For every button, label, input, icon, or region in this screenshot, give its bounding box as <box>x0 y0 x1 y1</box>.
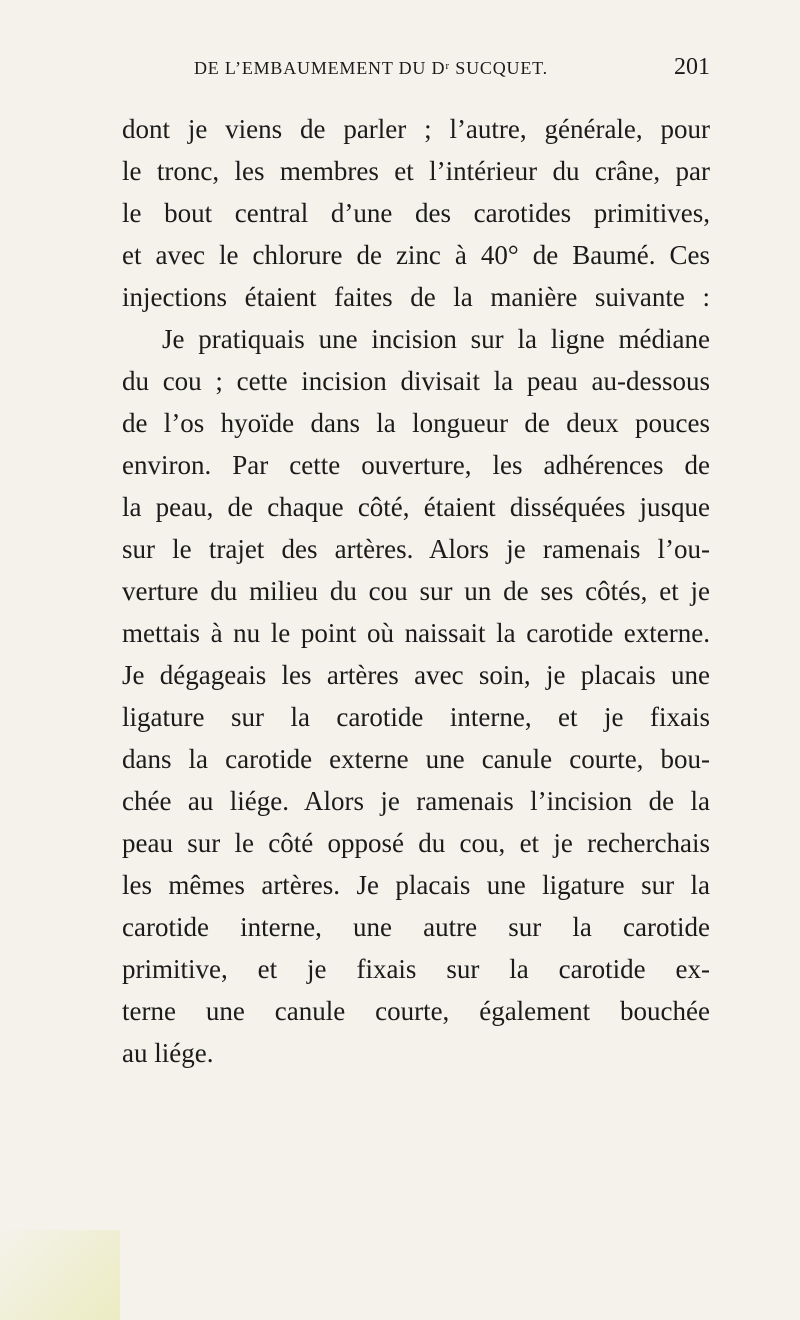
text-line: et avec le chlorure de zinc à 40° de Baumé. Ces <box>122 240 710 270</box>
text-line: verture du milieu du cou sur un de ses côtés, et je <box>122 576 710 606</box>
text-line: injections étaient faites de la manière suivante : <box>122 282 710 312</box>
text-line: sur le trajet des artères. Alors je ramenais l’ou- <box>122 534 710 564</box>
text-line: Je dégageais les artères avec soin, je placais une <box>122 660 710 690</box>
text-line: Je pratiquais une incision sur la ligne médiane <box>162 324 710 354</box>
text-line: peau sur le côté opposé du cou, et je recherchais <box>122 828 710 858</box>
text-line: mettais à nu le point où naissait la carotide externe. <box>122 618 710 648</box>
body-text <box>122 108 710 1074</box>
text-line: la peau, de chaque côté, étaient disséquées jusque <box>122 492 710 522</box>
text-line: le tronc, les membres et l’intérieur du crâne, par <box>122 156 710 186</box>
text-line: primitive, et je fixais sur la carotide ex- <box>122 954 710 984</box>
text-line: ligature sur la carotide interne, et je fixais <box>122 702 710 732</box>
text-line: carotide interne, une autre sur la carotide <box>122 912 710 942</box>
text-line: les mêmes artères. Je placais une ligature sur la <box>122 870 710 900</box>
text-line: le bout central d’une des carotides primitives, <box>122 198 710 228</box>
running-head <box>194 54 710 92</box>
text-line: du cou ; cette incision divisait la peau au-dessous <box>122 366 710 396</box>
text-line: chée au liége. Alors je ramenais l’incision de la <box>122 786 710 816</box>
text-line: dont je viens de parler ; l’autre, générale, pour <box>122 114 710 144</box>
text-line: environ. Par cette ouverture, les adhérences de <box>122 450 710 480</box>
text-line: dans la carotide externe une canule courte, bou- <box>122 744 710 774</box>
page-number: 201 <box>674 54 710 80</box>
text-line: au liége. <box>122 1038 214 1068</box>
text-line: de l’os hyoïde dans la longueur de deux pouces <box>122 408 710 438</box>
paper-discoloration <box>0 1230 120 1320</box>
running-title: DE L’EMBAUMEMENT DU Dʳ SUCQUET. <box>194 58 548 78</box>
text-line: terne une canule courte, également bouchée <box>122 996 710 1026</box>
